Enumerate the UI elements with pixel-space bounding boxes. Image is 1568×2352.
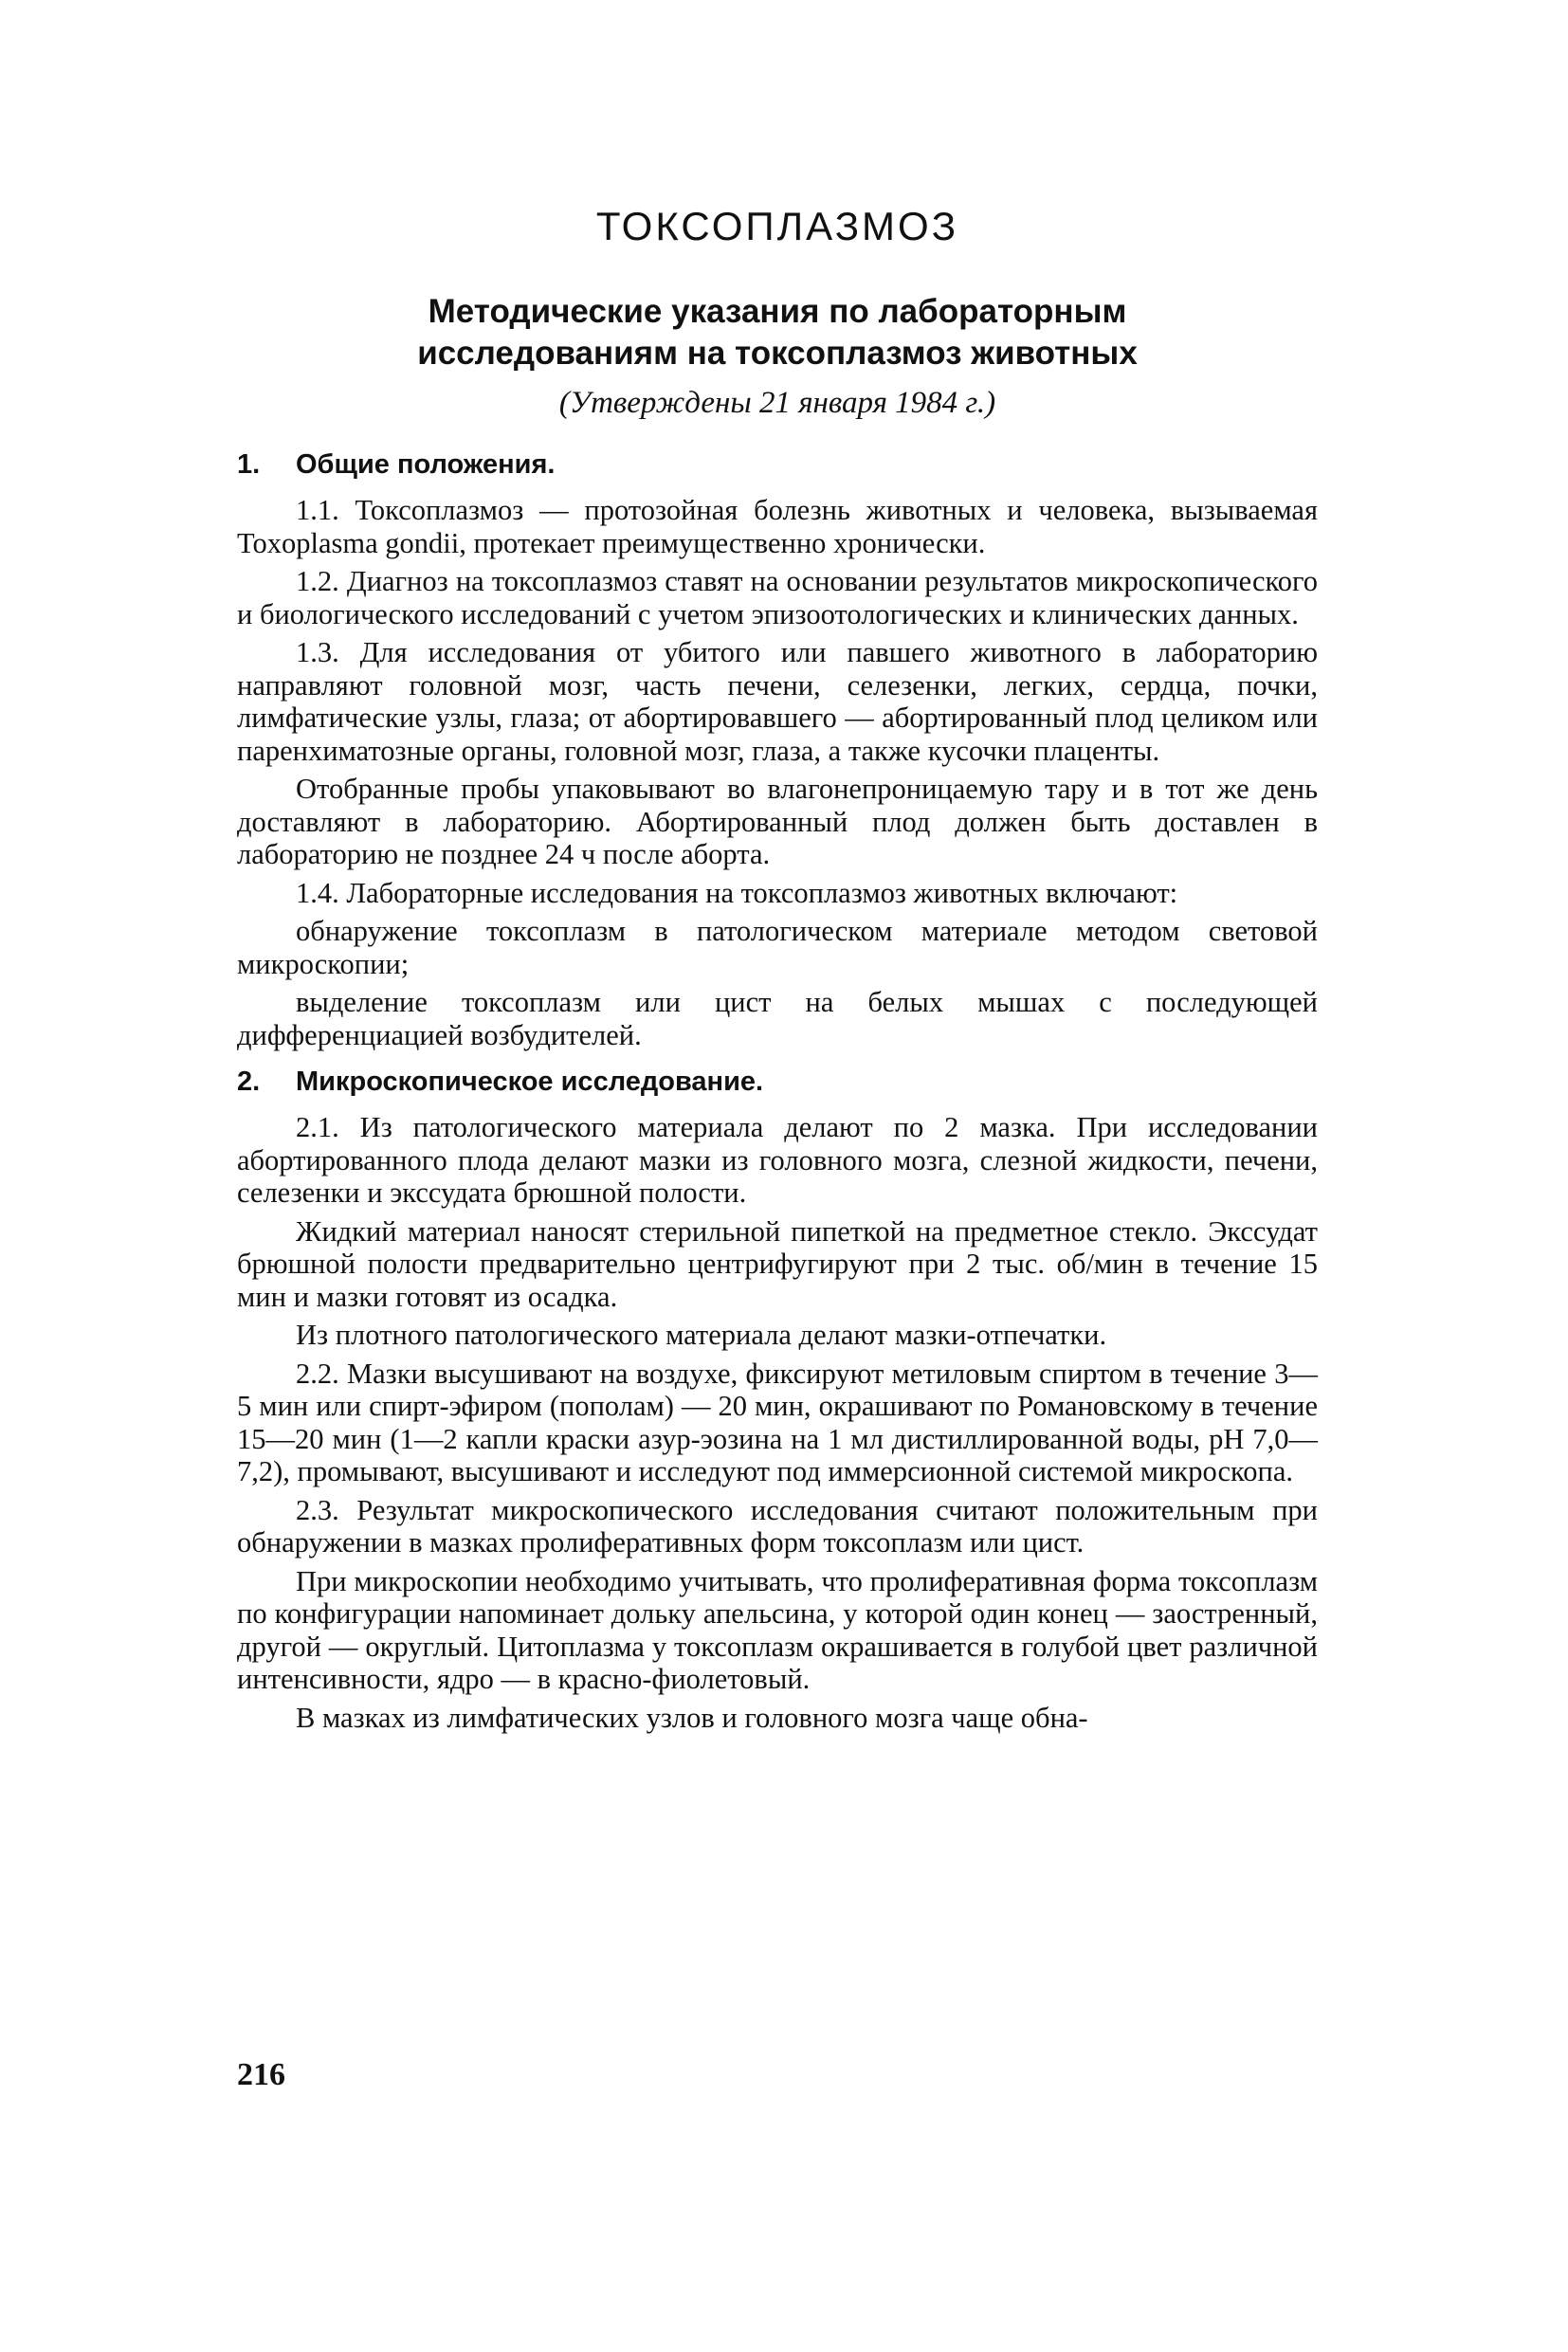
paragraph: 1.1. Токсоплазмоз — протозойная болезнь животных и человека, вызываемая Toxoplasma gondii, протекает преимущественно хронически. [237,494,1318,559]
section-title: Общие положения. [296,449,556,480]
paragraph: При микроскопии необходимо учитывать, что пролиферативная форма токсоплазм по конфигурации напоминает дольку апельсина, у которой один конец — заостренный, другой — округлый. Цитоплазма у токсоплазм окрашивается в голубой цвет различной интенсивности, ядро — в красно-фиолетовый. [237,1564,1318,1695]
section-heading-1 [237,449,1318,481]
paragraph: 2.3. Результат микроскопического исследования считают положительным при обнаружении в мазках пролиферативных форм токсоплазм или цист. [237,1493,1318,1559]
paragraph: 2.1. Из патологического материала делают по 2 мазка. При исследовании абортированного плода делают мазки из головного мозга, слезной жидкости, печени, селезенки и экссудата брюшной полости. [237,1111,1318,1209]
subtitle-line: исследованиям на токсоплазмоз животных [417,335,1138,372]
paragraph: Жидкий материал наносят стерильной пипеткой на предметное стекло. Экссудат брюшной полости предварительно центрифугируют при 2 тыс. об/мин в течение 15 мин и мазки готовят из осадка. [237,1214,1318,1313]
paragraph: выделение токсоплазм или цист на белых мышах с последующей дифференциацией возбудителей. [237,986,1318,1051]
paragraph: В мазках из лимфатических узлов и головного мозга чаще обна- [296,1701,1088,1734]
paragraph: 1.2. Диагноз на токсоплазмоз ставят на основании результатов микроскопического и биологического исследований с учетом эпизоотологических и клинических данных. [237,565,1318,630]
paragraph: 1.4. Лабораторные исследования на токсоплазмоз животных включают: [296,876,1178,909]
section-number: 1. [237,449,261,480]
paragraph: Из плотного патологического материала делают мазки-отпечатки. [296,1319,1107,1351]
paragraph: Отобранные пробы упаковывают во влагонепроницаемую тару и в тот же день доставляют в лабораторию. Абортированный плод должен быть доставлен в лабораторию не позднее 24 ч после аборта. [237,773,1318,870]
paragraph: обнаружение токсоплазм в патологическом материале методом световой микроскопии; [237,915,1318,980]
paragraph: 1.3. Для исследования от убитого или павшего животного в лабораторию направляют головной мозг, часть печени, селезенки, легких, сердца, почки, лимфатические узлы, глаза; от абортировавшего — абортированный плод целиком или паренхиматозные органы, головной мозг, глаза, а также кусочки плаценты. [237,636,1318,767]
approval-note: (Утверждены 21 января 1984 г.) [558,386,996,420]
section-number: 2. [237,1067,261,1097]
document-page [237,204,1318,1740]
page-number: 216 [237,2057,285,2092]
section-title: Микроскопическое исследование. [296,1067,764,1097]
document-subtitle [237,291,1318,374]
document-title: ТОКСОПЛАЗМОЗ [595,204,959,248]
subtitle-line: Методические указания по лабораторным [428,293,1127,330]
paragraph: 2.2. Мазки высушивают на воздухе, фиксируют метиловым спиртом в течение 3—5 мин или спирт-эфиром (пополам) — 20 мин, окрашивают по Романовскому в течение 15—20 мин (1—2 капли краски азур-эозина на 1 мл дистиллированной воды, pH 7,0—7,2), промывают, высушивают и исследуют под иммерсионной системой микроскопа. [237,1357,1318,1487]
section-heading-2 [237,1067,1318,1098]
